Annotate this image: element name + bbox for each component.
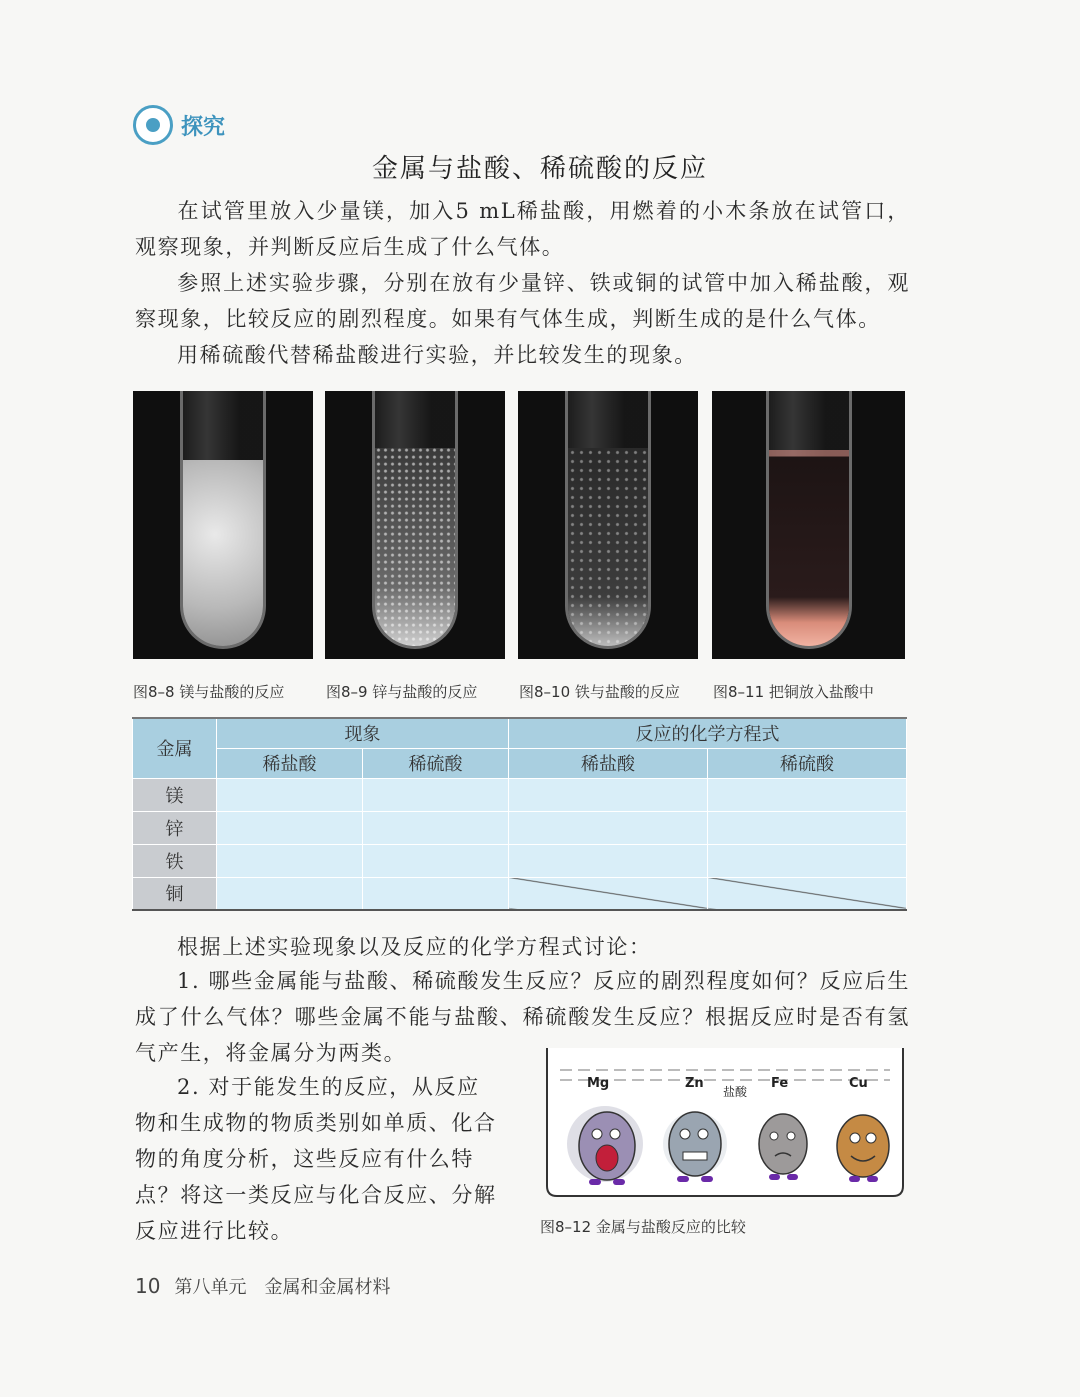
target-circle-icon <box>133 105 173 145</box>
table-row-metal: 铁 <box>133 844 217 877</box>
label-mg: Mg <box>587 1076 610 1091</box>
cartoon-caption: 图8–12 金属与盐酸反应的比较 <box>540 1218 746 1236</box>
intro-paragraph-3 <box>135 337 910 373</box>
question-2-line <box>135 1069 525 1105</box>
table-cell[interactable] <box>509 778 708 811</box>
table-cell[interactable] <box>363 778 509 811</box>
table-cell[interactable] <box>708 811 907 844</box>
photo-magnesium <box>133 391 313 659</box>
figure-caption-4: 图8–11 把铜放入盐酸中 <box>713 683 874 701</box>
intro-paragraph-1 <box>135 193 910 265</box>
figure-caption-1: 图8–8 镁与盐酸的反应 <box>133 683 285 701</box>
table-cell[interactable] <box>708 778 907 811</box>
table-subheader: 稀硫酸 <box>363 748 509 778</box>
intro-paragraph-1-text: 在试管里放入少量镁，加入5 mL稀盐酸，用燃着的小木条放在试管口，观察现象，并判断反应后生成了什么气体。 <box>135 199 910 259</box>
table-cell[interactable] <box>363 844 509 877</box>
test-tube-magnesium <box>180 391 266 649</box>
table-cell[interactable] <box>363 877 509 910</box>
question-2-line: 点？将这一类反应与化合反应、分解 <box>135 1183 497 1207</box>
table-header-metal: 金属 <box>133 718 217 778</box>
test-tube-zinc <box>372 391 458 649</box>
section-title: 金属与盐酸、稀硫酸的反应 <box>371 154 708 184</box>
table-cell[interactable] <box>217 778 363 811</box>
question-2-line: 反应进行比较。 <box>135 1219 294 1243</box>
table-row-metal: 镁 <box>133 778 217 811</box>
page-footer <box>135 1273 390 1299</box>
table-row <box>133 877 907 910</box>
table-header-phenomenon: 现象 <box>217 718 509 748</box>
table-cell[interactable] <box>217 811 363 844</box>
intro-paragraph-3-text: 用稀硫酸代替稀盐酸进行实验，并比较发生的现象。 <box>177 343 697 367</box>
question-2-line: 物和生成物的物质类别如单质、化合 <box>135 1111 497 1135</box>
table-cell[interactable] <box>708 844 907 877</box>
question-2-line: 物的角度分析，这些反应有什么特 <box>135 1147 474 1171</box>
table-row <box>133 811 907 844</box>
question-2-line-text: 2. 对于能发生的反应，从反应 <box>177 1075 480 1099</box>
test-tube-copper <box>766 391 852 649</box>
table-row-metal: 锌 <box>133 811 217 844</box>
table-row <box>133 778 907 811</box>
table-cell-crossed <box>708 877 907 910</box>
table-row-metal: 铜 <box>133 877 217 910</box>
table-cell[interactable] <box>217 844 363 877</box>
photo-iron <box>518 391 698 659</box>
photo-copper <box>712 391 905 659</box>
explore-label: 探究 <box>181 114 226 140</box>
label-zn: Zn <box>685 1076 704 1091</box>
explore-badge <box>133 105 225 145</box>
label-fe: Fe <box>771 1076 789 1091</box>
discussion-question-2 <box>135 1069 525 1249</box>
discussion-lead <box>135 929 910 965</box>
discussion-lead-text: 根据上述实验现象以及反应的化学方程式讨论： <box>177 935 652 959</box>
table-subheader: 稀硫酸 <box>708 748 907 778</box>
table-cell[interactable] <box>363 811 509 844</box>
metals-cartoon <box>545 1046 905 1198</box>
table-cell-crossed <box>509 877 708 910</box>
observation-table <box>132 717 907 911</box>
table-header-equation: 反应的化学方程式 <box>509 718 907 748</box>
intro-paragraph-2 <box>135 265 910 337</box>
intro-paragraph-2-text: 参照上述实验步骤，分别在放有少量锌、铁或铜的试管中加入稀盐酸，观察现象，比较反应的剧烈程度。如果有气体生成，判断生成的是什么气体。 <box>135 271 910 331</box>
photo-zinc <box>325 391 505 659</box>
figure-caption-3: 图8–10 铁与盐酸的反应 <box>519 683 680 701</box>
table-cell[interactable] <box>217 877 363 910</box>
table-cell[interactable] <box>509 811 708 844</box>
table-subheader: 稀盐酸 <box>217 748 363 778</box>
page-number: 10 <box>135 1274 161 1298</box>
table-cell[interactable] <box>509 844 708 877</box>
table-row <box>133 844 907 877</box>
chapter-title: 第八单元 金属和金属材料 <box>174 1277 391 1298</box>
table-subheader: 稀盐酸 <box>509 748 708 778</box>
label-acid: 盐酸 <box>723 1085 748 1099</box>
label-cu: Cu <box>849 1076 868 1091</box>
discussion-question-1-text: 1. 哪些金属能与盐酸、稀硫酸发生反应？反应的剧烈程度如何？反应后生成了什么气体？哪些金属不能与盐酸、稀硫酸发生反应？根据反应时是否有氢气产生，将金属分为两类。 <box>135 969 910 1065</box>
figure-caption-2: 图8–9 锌与盐酸的反应 <box>326 683 478 701</box>
test-tube-iron <box>565 391 651 649</box>
